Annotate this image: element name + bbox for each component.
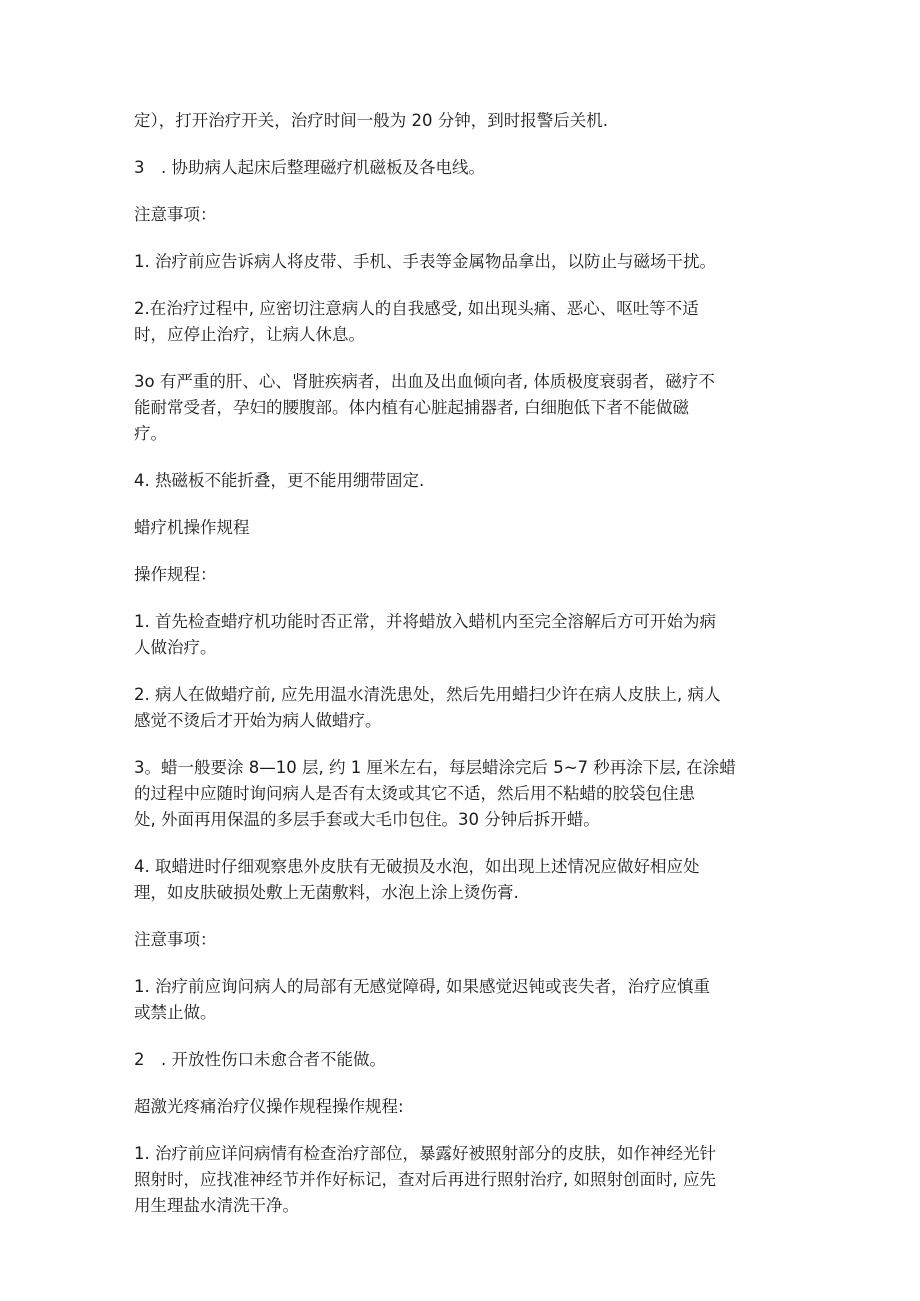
text-line: 2.在治疗过程中, 应密切注意病人的自我感受, 如出现头痛、恶心、呕吐等不适 xyxy=(134,299,699,318)
paragraph xyxy=(134,682,790,734)
text-line: 定），打开治疗开关，治疗时间一般为 20 分钟，到时报警后关机. xyxy=(134,111,608,130)
text-line: 蜡疗机操作规程 xyxy=(134,518,250,537)
text-line: 照射时，应找准神经节并作好标记，查对后再进行照射治疗, 如照射创面时, 应先 xyxy=(134,1170,716,1189)
paragraph xyxy=(134,1047,790,1073)
document-body xyxy=(134,108,790,1240)
paragraph xyxy=(134,202,790,228)
text-line: 3。蜡一般要涂 8—10 层, 约 1 厘米左右，每层蜡涂完后 5~7 秒再涂下层, 在涂蜡 xyxy=(134,758,736,777)
text-line: 处, 外面再用保温的多层手套或大毛巾包住。30 分钟后拆开蜡。 xyxy=(134,810,600,829)
paragraph xyxy=(134,755,790,833)
paragraph xyxy=(134,515,790,541)
text-line: 2 . 开放性伤口未愈合者不能做。 xyxy=(134,1050,386,1069)
text-line: 能耐常受者，孕妇的腰腹部。体内植有心脏起捕器者, 白细胞低下者不能做磁 xyxy=(134,398,689,417)
text-line: 的过程中应随时询问病人是否有太烫或其它不适，然后用不粘蜡的胶袋包住患 xyxy=(134,784,695,803)
text-line: 1. 首先检查蜡疗机功能时否正常，并将蜡放入蜡机内至完全溶解后方可开始为病 xyxy=(134,612,716,631)
paragraph xyxy=(134,974,790,1026)
paragraph xyxy=(134,296,790,348)
paragraph xyxy=(134,854,790,906)
text-line: 人做治疗。 xyxy=(134,638,217,657)
text-line: 1. 治疗前应告诉病人将皮带、手机、手表等金属物品拿出，以防止与磁场干扰。 xyxy=(134,252,716,271)
text-line: 理，如皮肤破损处敷上无菌敷料，水泡上涂上烫伤膏. xyxy=(134,883,519,902)
paragraph xyxy=(134,468,790,494)
paragraph xyxy=(134,108,790,134)
text-line: 3o 有严重的肝、心、肾脏疾病者，出血及出血倾向者, 体质极度衰弱者，磁疗不 xyxy=(134,372,715,391)
paragraph xyxy=(134,1094,790,1120)
paragraph xyxy=(134,609,790,661)
text-line: 注意事项： xyxy=(134,205,217,224)
text-line: 时，应停止治疗，让病人休息。 xyxy=(134,325,365,344)
paragraph xyxy=(134,562,790,588)
text-line: 3 . 协助病人起床后整理磁疗机磁板及各电线。 xyxy=(134,158,485,177)
text-line: 1. 治疗前应询问病人的局部有无感觉障碍, 如果感觉迟钝或丧失者，治疗应慎重 xyxy=(134,977,710,996)
paragraph xyxy=(134,155,790,181)
paragraph xyxy=(134,927,790,953)
text-line: 疗。 xyxy=(134,424,167,443)
paragraph xyxy=(134,369,790,447)
text-line: 1. 治疗前应详问病情有检查治疗部位，暴露好被照射部分的皮肤，如作神经光针 xyxy=(134,1144,716,1163)
text-line: 注意事项： xyxy=(134,930,217,949)
text-line: 操作规程： xyxy=(134,565,217,584)
text-line: 4. 热磁板不能折叠，更不能用绷带固定. xyxy=(134,471,425,490)
text-line: 超激光疼痛治疗仪操作规程操作规程: xyxy=(134,1097,404,1116)
text-line: 4. 取蜡进时仔细观察患外皮肤有无破损及水泡，如出现上述情况应做好相应处 xyxy=(134,857,700,876)
text-line: 感觉不烫后才开始为病人做蜡疗。 xyxy=(134,711,382,730)
text-line: 2. 病人在做蜡疗前, 应先用温水清洗患处，然后先用蜡扫少许在病人皮肤上, 病人 xyxy=(134,685,721,704)
paragraph xyxy=(134,249,790,275)
paragraph xyxy=(134,1141,790,1219)
text-line: 或禁止做。 xyxy=(134,1003,217,1022)
text-line: 用生理盐水清洗干净。 xyxy=(134,1196,299,1215)
